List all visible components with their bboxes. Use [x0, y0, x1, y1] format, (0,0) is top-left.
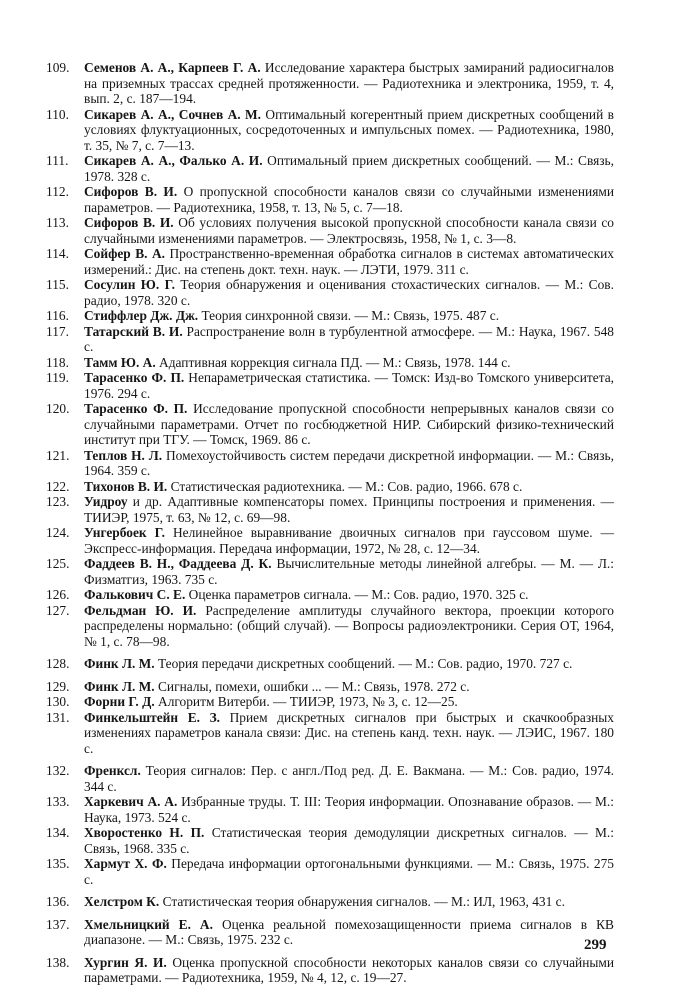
reference-body: [84, 856, 614, 887]
reference-author: Хворостенко Н. П.: [84, 825, 205, 840]
reference-text: Исследование пропускной способности непрерывных каналов связи со случайными параметрами. Отчет по госбюджетной НИР. Сибирский физико-технический институт при ТГУ. — Томск, 1969. 86 с.: [84, 401, 614, 447]
reference-body: [84, 656, 614, 672]
reference-author: Харкевич А. А.: [84, 794, 178, 809]
reference-body: [84, 556, 614, 587]
reference-body: [84, 525, 614, 556]
reference-text: Вычислительные методы линейной алгебры. — М. — Л.: Физматгиз, 1963. 735 с.: [84, 556, 614, 587]
reference-number: 122.: [46, 478, 70, 494]
reference-number: 123.: [46, 494, 70, 509]
reference-body: [84, 246, 614, 277]
reference-number: 136.: [46, 894, 70, 909]
reference-text: Исследование характера быстрых замираний радиосигналов на приземных трассах средней протяженности. — Радиотехника и электроника, 1959, т. 4, вып. 2, с. 187—194.: [84, 60, 615, 106]
reference-body: [84, 355, 614, 371]
reference-item: [46, 525, 614, 556]
reference-body: [84, 694, 614, 710]
reference-author: Теплов Н. Л.: [84, 447, 163, 463]
reference-item: [46, 794, 614, 825]
reference-body: [84, 308, 614, 324]
reference-item: [46, 215, 614, 246]
reference-body: [84, 153, 614, 184]
reference-item: [46, 656, 614, 672]
reference-item: [46, 277, 614, 308]
reference-body: [84, 603, 614, 650]
reference-number: 134.: [46, 825, 70, 840]
reference-number: 115.: [46, 277, 69, 292]
reference-number: 126.: [46, 587, 70, 602]
reference-author: Френксл.: [84, 763, 141, 778]
reference-text: и др. Адаптивные компенсаторы помех. Принципы построения и применения. — ТИИЭР, 1975, т. 63, № 12, с. 69—98.: [84, 494, 614, 525]
reference-author: Сосулин Ю. Г.: [84, 277, 175, 292]
reference-text: Сигналы, помехи, ошибки ... — М.: Связь, 1978. 272 с.: [154, 678, 470, 694]
reference-body: [84, 184, 614, 215]
reference-number: 128.: [46, 656, 70, 671]
reference-author: Стиффлер Дж. Дж.: [84, 308, 199, 323]
reference-author: Уидроу: [84, 494, 128, 509]
reference-text: Помехоустойчивость систем передачи дискретной информации. — М.: Связь, 1964. 359 с.: [84, 447, 614, 478]
reference-item: [46, 955, 614, 986]
reference-body: [84, 587, 614, 603]
reference-text: О пропускной способности каналов связи со случайными изменениями параметров. — Радиотехника, 1958, т. 13, № 5, с. 7—18.: [84, 184, 614, 215]
reference-body: [84, 679, 614, 695]
reference-text: Оценка пропускной способности некоторых каналов связи со случайными параметрами. — Радиотехника, 1959, № 4, 12, с. 19—27.: [84, 954, 615, 985]
reference-number: 133.: [46, 794, 70, 809]
reference-item: [46, 308, 614, 324]
reference-number: 127.: [46, 602, 70, 618]
reference-item: [46, 107, 614, 154]
reference-author: Тарасенко Ф. П.: [84, 370, 185, 385]
reference-text: Оптимальный когерентный прием дискретных сообщений в условиях флуктуационных, сосредоточенных и импульсных помех. — Радиотехника, 1980, т. 35, № 7, с. 7—13.: [84, 106, 614, 153]
reference-author: Финкельштейн Е. З.: [84, 709, 220, 725]
reference-number: 138.: [46, 954, 70, 970]
reference-text: Об условиях получения высокой пропускной способности канала связи со случайными изменениями параметров. — Электросвязь, 1958, № 1, с. 3—8.: [84, 215, 615, 246]
reference-item: [46, 355, 614, 371]
reference-number: 121.: [46, 447, 70, 463]
reference-number: 116.: [46, 308, 69, 323]
reference-author: Тихонов В. И.: [84, 478, 168, 494]
reference-text: Распространение волн в турбулентной атмосфере. — М.: Наука, 1967. 548 с.: [84, 323, 614, 354]
reference-author: Тамм Ю. А.: [84, 354, 156, 370]
reference-number: 117.: [46, 323, 69, 339]
reference-item: [46, 324, 614, 355]
reference-number: 132.: [46, 763, 70, 778]
reference-body: [84, 107, 614, 154]
reference-item: [46, 710, 614, 757]
reference-body: [84, 60, 614, 107]
reference-author: Хелстром К.: [84, 894, 160, 909]
reference-item: [46, 825, 614, 856]
reference-author: Финк Л. М.: [84, 678, 155, 694]
reference-item: [46, 587, 614, 603]
reference-body: [84, 825, 614, 856]
reference-author: Унгербоек Г.: [84, 525, 165, 540]
reference-item: [46, 370, 614, 401]
reference-text: Распределение амплитуды случайного вектора, проекции которого распределены нормально: (общий случай). — Вопросы радиоэлектроники. Серия ОТ, 1964, № 1, с. 78—98.: [84, 602, 614, 649]
reference-text: Теория обнаружения и оценивания стохастических сигналов. — М.: Сов. радио, 1978. 320 с.: [84, 277, 614, 308]
reference-item: [46, 448, 614, 479]
reference-item: [46, 184, 614, 215]
reference-item: [46, 894, 614, 910]
reference-text: Теория передачи дискретных сообщений. — М.: Сов. радио, 1970. 727 с.: [154, 656, 573, 671]
reference-number: 111.: [46, 153, 69, 168]
reference-number: 112.: [46, 184, 69, 199]
reference-body: [84, 494, 614, 525]
reference-number: 130.: [46, 694, 70, 709]
reference-number: 110.: [46, 106, 69, 122]
reference-text: Статистическая теория обнаружения сигналов. — М.: ИЛ, 1963, 431 с.: [159, 894, 565, 909]
reference-body: [84, 448, 614, 479]
reference-author: Хмельницкий Е. А.: [84, 916, 213, 932]
reference-text: Алгоритм Витерби. — ТИИЭР, 1973, № 3, с. 12—25.: [154, 694, 458, 709]
reference-item: [46, 401, 614, 448]
reference-item: [46, 556, 614, 587]
reference-item: [46, 494, 614, 525]
reference-body: [84, 277, 614, 308]
reference-number: 137.: [46, 916, 70, 932]
reference-number: 119.: [46, 370, 69, 385]
reference-author: Хургин Я. И.: [84, 954, 167, 970]
reference-item: [46, 60, 614, 107]
reference-item: [46, 917, 614, 948]
reference-number: 124.: [46, 525, 70, 540]
reference-text: Теория сигналов: Пер. с англ./Под ред. Д. Е. Вакмана. — М.: Сов. радио, 1974. 344 с.: [84, 763, 614, 794]
reference-text: Оценка параметров сигнала. — М.: Сов. радио, 1970. 325 с.: [185, 587, 529, 602]
reference-text: Оценка реальной помехозащищенности приема сигналов в КВ диапазоне. — М.: Связь, 1975. 232 с.: [84, 916, 614, 947]
reference-body: [84, 215, 614, 246]
reference-text: Избранные труды. Т. III: Теория информации. Опознавание образов. — М.: Наука, 1973. 524 с.: [84, 794, 614, 825]
reference-author: Тарасенко Ф. П.: [84, 401, 188, 416]
reference-body: [84, 479, 614, 495]
reference-text: Теория синхронной связи. — М.: Связь, 1975. 487 с.: [198, 308, 500, 323]
reference-author: Сикарев А. А., Фалько А. И.: [84, 153, 263, 168]
reference-item: [46, 763, 614, 794]
reference-author: Татарский В. И.: [84, 323, 183, 339]
reference-author: Сойфер В. А.: [84, 246, 165, 261]
reference-body: [84, 894, 614, 910]
reference-body: [84, 324, 614, 355]
reference-author: Финк Л. М.: [84, 656, 155, 671]
reference-number: 114.: [46, 246, 69, 261]
reference-text: Передача информации ортогональными функциями. — М.: Связь, 1975. 275 с.: [84, 856, 614, 887]
reference-text: Пространственно-временная обработка сигналов в системах автоматических измерений.: Дис. на степень докт. техн. наук. — ЛЭТИ, 1979. 311 с.: [84, 246, 614, 277]
reference-item: [46, 679, 614, 695]
reference-author: Сифоров В. И.: [84, 215, 174, 230]
reference-author: Форни Г. Д.: [84, 694, 155, 709]
reference-number: 118.: [46, 354, 69, 370]
reference-author: Семенов А. А., Карпеев Г. А.: [84, 60, 261, 75]
reference-list: [46, 60, 614, 986]
reference-item: [46, 246, 614, 277]
reference-author: Сифоров В. И.: [84, 184, 178, 199]
reference-number: 125.: [46, 556, 70, 571]
reference-text: Статистическая радиотехника. — М.: Сов. радио, 1966. 678 с.: [167, 478, 523, 494]
reference-author: Фалькович С. Е.: [84, 587, 186, 602]
reference-body: [84, 794, 614, 825]
reference-text: Непараметрическая статистика. — Томск: Изд-во Томского университета, 1976. 294 с.: [84, 370, 615, 401]
reference-number: 109.: [46, 60, 70, 75]
reference-item: [46, 479, 614, 495]
reference-number: 129.: [46, 678, 70, 694]
reference-author: Хармут Х. Ф.: [84, 856, 167, 871]
reference-item: [46, 153, 614, 184]
reference-author: Фельдман Ю. И.: [84, 602, 197, 618]
reference-item: [46, 856, 614, 887]
reference-body: [84, 917, 614, 948]
reference-body: [84, 401, 614, 448]
reference-author: Сикарев А. А., Сочнев А. М.: [84, 106, 262, 122]
reference-text: Адаптивная коррекция сигнала ПД. — М.: Связь, 1978. 144 с.: [155, 354, 511, 370]
reference-number: 131.: [46, 709, 70, 725]
reference-text: Оптимальный прием дискретных сообщений. — М.: Связь, 1978. 328 с.: [84, 153, 614, 184]
reference-item: [46, 694, 614, 710]
reference-number: 135.: [46, 856, 70, 871]
reference-body: [84, 763, 614, 794]
reference-text: Прием дискретных сигналов при быстрых и скачкообразных изменениях параметров канала связи: Дис. на степень канд. техн. наук. — ЛЭИС, 1967. 180 с.: [84, 709, 614, 756]
reference-body: [84, 710, 614, 757]
reference-number: 120.: [46, 401, 70, 416]
reference-text: Статистическая теория демодуляции дискретных сигналов. — М.: Связь, 1968. 335 с.: [84, 825, 614, 856]
reference-number: 113.: [46, 215, 69, 230]
reference-body: [84, 370, 614, 401]
reference-author: Фаддеев В. Н., Фаддеева Д. К.: [84, 556, 272, 571]
reference-item: [46, 603, 614, 650]
reference-text: Нелинейное выравнивание двоичных сигналов при гауссовом шуме. — Экспресс-информация. Передача информации, 1972, № 28, с. 12—34.: [84, 525, 614, 556]
page-number: 299: [584, 937, 607, 953]
reference-body: [84, 955, 614, 986]
